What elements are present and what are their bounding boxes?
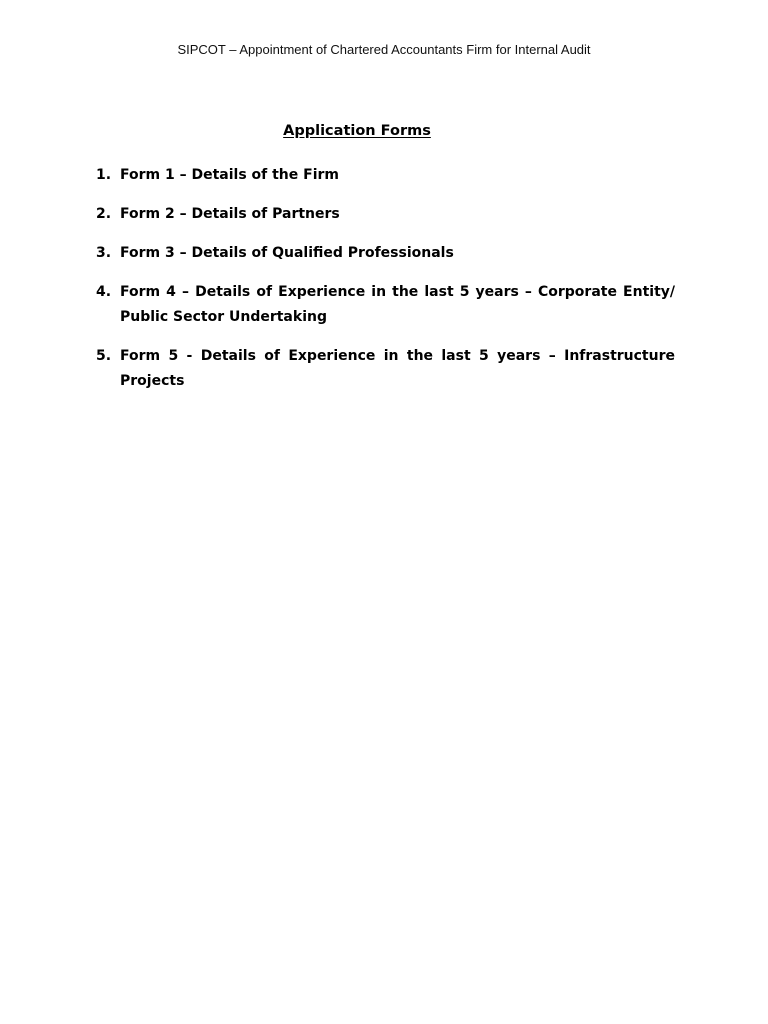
list-item-number: 2. — [96, 206, 112, 222]
application-forms-list — [96, 163, 675, 408]
running-header: SIPCOT – Appointment of Chartered Accountants Firm for Internal Audit — [177, 42, 591, 57]
list-item-form-3 — [96, 241, 675, 266]
list-item-number: 5. — [96, 348, 112, 364]
list-item-text: Form 4 – Details of Experience in the last 5 years – Corporate Entity/ Public Sector Undertaking — [120, 284, 675, 325]
list-item-text: Form 3 – Details of Qualified Professionals — [120, 245, 454, 261]
list-item-form-2 — [96, 202, 675, 227]
list-item-text: Form 1 – Details of the Firm — [120, 167, 339, 183]
list-item-number: 4. — [96, 284, 112, 300]
list-item-text: Form 5 - Details of Experience in the last 5 years – Infrastructure Projects — [120, 348, 675, 389]
list-item-number: 1. — [96, 167, 112, 183]
list-item-form-4 — [96, 280, 675, 330]
list-item-form-5 — [96, 344, 675, 394]
list-item-form-1 — [96, 163, 675, 188]
list-item-text: Form 2 – Details of Partners — [120, 206, 340, 222]
page-title: Application Forms — [283, 123, 431, 139]
list-item-number: 3. — [96, 245, 112, 261]
